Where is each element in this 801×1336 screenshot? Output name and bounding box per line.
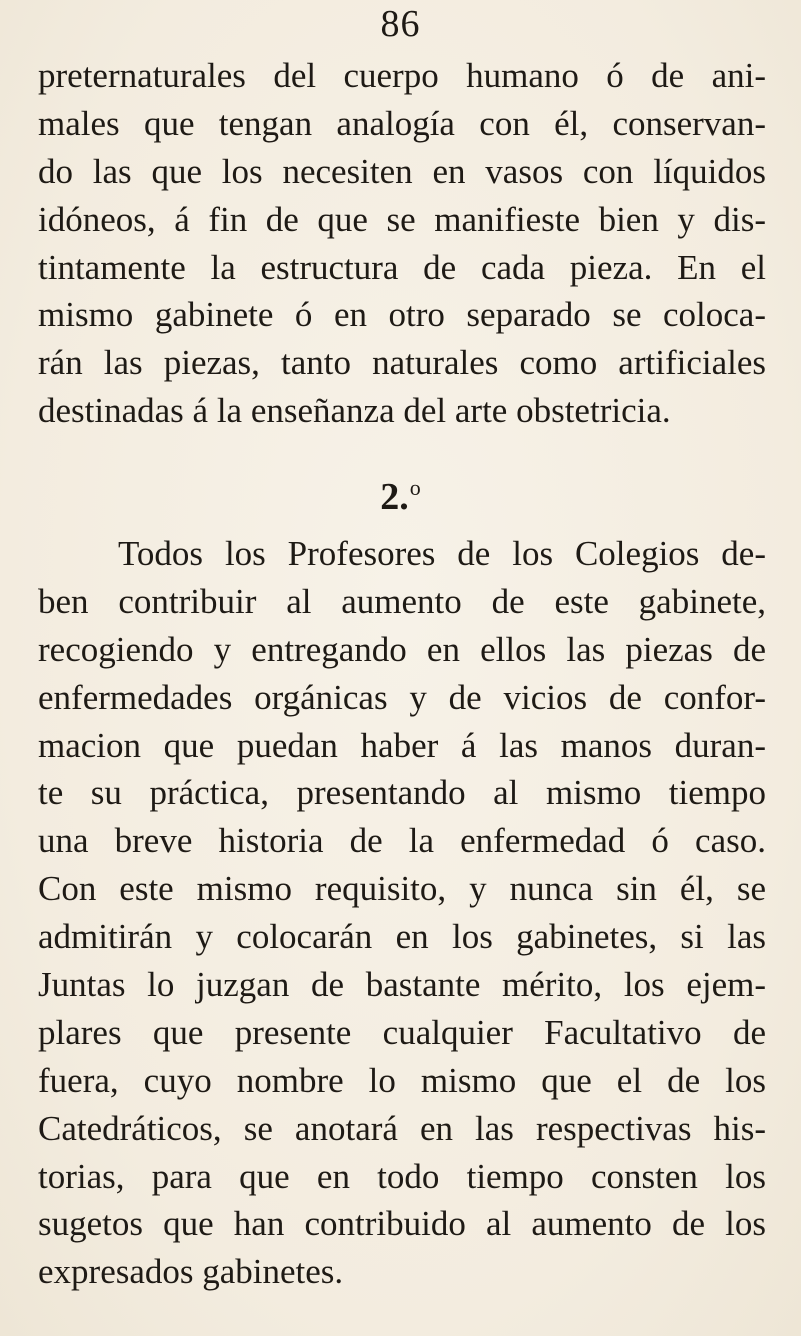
text-line: te su práctica, presentando al mismo tiempo	[38, 773, 766, 813]
text-line: fuera, cuyo nombre lo mismo que el de los	[38, 1060, 766, 1100]
text-line: macion que puedan haber á las manos duran-	[38, 725, 766, 765]
text-line: do las que los necesiten en vasos con líquidos	[38, 151, 766, 191]
section-heading	[0, 466, 801, 519]
text-line: Con este mismo requisito, y nunca sin él, se	[38, 869, 766, 909]
paragraph-2	[38, 530, 766, 1296]
text-line: ben contribuir al aumento de este gabinete,	[38, 581, 766, 621]
text-line: destinadas á la enseñanza del arte obstetricia.	[38, 391, 671, 431]
text-line: recogiendo y entregando en ellos las piezas de	[38, 629, 766, 669]
text-line: rán las piezas, tanto naturales como artificiales	[38, 343, 766, 383]
text-line: Juntas lo juzgan de bastante mérito, los ejem-	[38, 965, 766, 1005]
text-line: una breve historia de la enfermedad ó caso.	[38, 821, 766, 861]
text-line: expresados gabinetes.	[38, 1252, 344, 1292]
text-line: sugetos que han contribuido al aumento de los	[38, 1204, 766, 1244]
text-line: tintamente la estructura de cada pieza. En el	[38, 247, 766, 287]
text-line: preternaturales del cuerpo humano ó de ani-	[38, 56, 766, 95]
text-line: Catedráticos, se anotará en las respectivas his-	[38, 1108, 766, 1148]
text-line: admitirán y colocarán en los gabinetes, si las	[38, 917, 766, 957]
text-line: mismo gabinete ó en otro separado se coloca-	[38, 295, 766, 335]
text-line: torias, para que en todo tiempo consten los	[38, 1156, 766, 1196]
page-number: 86	[380, 3, 421, 45]
text-line: plares que presente cualquier Facultativo de	[38, 1012, 766, 1052]
text-line: enfermedades orgánicas y de vicios de confor-	[38, 677, 766, 717]
section-ordinal-mark: o	[409, 475, 421, 500]
paragraph-1	[38, 52, 766, 435]
text-line: Todos los Profesores de los Colegios de-	[118, 534, 766, 573]
text-line: idóneos, á fin de que se manifieste bien y dis-	[38, 199, 766, 239]
text-line: males que tengan analogía con él, conservan-	[38, 103, 766, 143]
section-number: 2.	[380, 476, 409, 518]
